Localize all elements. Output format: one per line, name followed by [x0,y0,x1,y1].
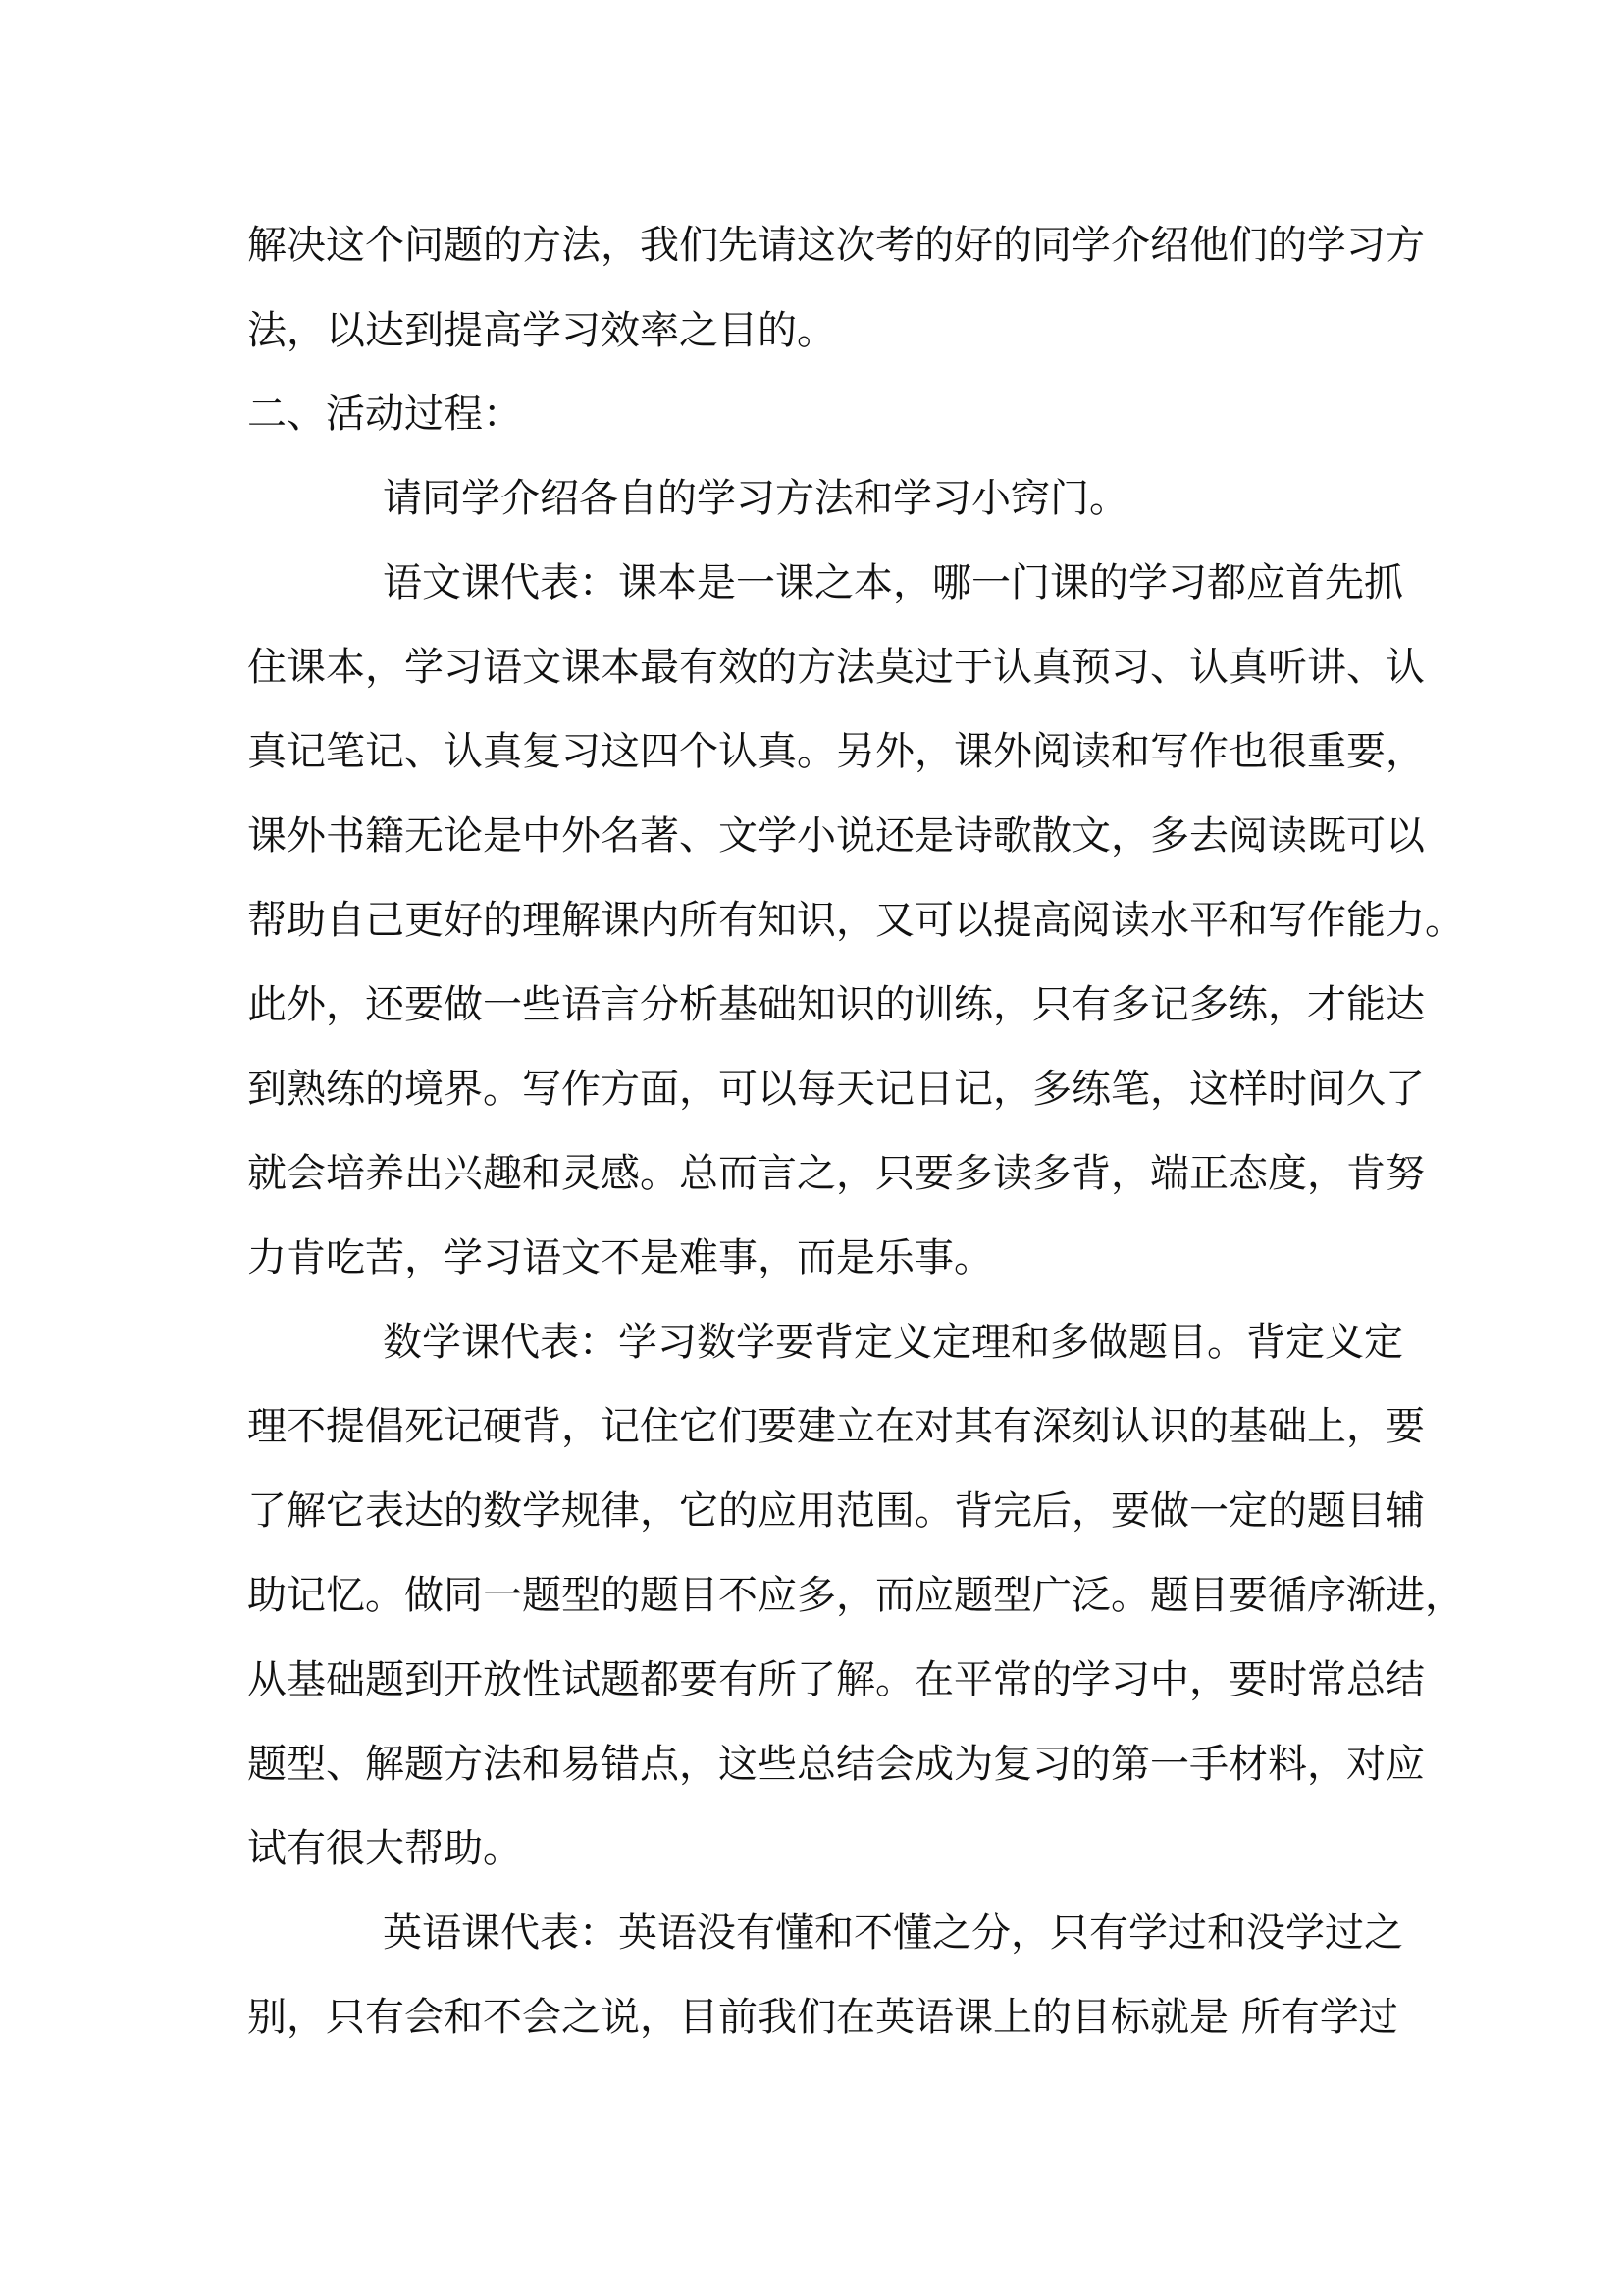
text-line: 别，只有会和不会之说，目前我们在英语课上的目标就是 所有学过 [247,1995,1398,2040]
text-line: 住课本，学习语文课本最有效的方法莫过于认真预习、认真听讲、认 [247,645,1425,690]
text-line: 此外，还要做一些语言分析基础知识的训练，只有多记多练，才能达 [247,982,1425,1027]
text-line: 题型、解题方法和易错点，这些总结会成为复习的第一手材料，对应 [247,1742,1425,1787]
text-line: 试有很大帮助。 [247,1826,522,1871]
text-line: 法，以达到提高学习效率之目的。 [247,308,836,353]
text-line: 力肯吃苦，学习语文不是难事，而是乐事。 [247,1235,993,1280]
text-line: 了解它表达的数学规律，它的应用范围。背完后，要做一定的题目辅 [247,1488,1425,1534]
text-line: 数学课代表：学习数学要背定义定理和多做题目。背定义定 [383,1320,1403,1365]
text-line: 帮助自己更好的理解课内所有知识，又可以提高阅读水平和写作能力。 [247,898,1464,943]
text-line: 就会培养出兴趣和灵感。总而言之，只要多读多背，端正态度，肯努 [247,1151,1425,1196]
section-heading: 二、活动过程： [247,391,522,437]
text-line: 理不提倡死记硬背，记住它们要建立在对其有深刻认识的基础上，要 [247,1404,1425,1449]
text-line: 请同学介绍各自的学习方法和学习小窍门。 [383,476,1128,521]
text-line: 助记忆。做同一题型的题目不应多，而应题型广泛。题目要循序渐进， [247,1573,1464,1618]
text-line: 真记笔记、认真复习这四个认真。另外，课外阅读和写作也很重要， [247,729,1425,774]
text-line: 语文课代表：课本是一课之本，哪一门课的学习都应首先抓 [383,560,1403,605]
text-line: 解决这个问题的方法，我们先请这次考的好的同学介绍他们的学习方 [247,223,1425,268]
text-line: 英语课代表：英语没有懂和不懂之分，只有学过和没学过之 [383,1910,1403,1956]
text-line: 从基础题到开放性试题都要有所了解。在平常的学习中，要时常总结 [247,1657,1425,1702]
text-line: 到熟练的境界。写作方面，可以每天记日记，多练笔，这样时间久了 [247,1067,1425,1112]
text-line: 课外书籍无论是中外名著、文学小说还是诗歌散文，多去阅读既可以 [247,813,1425,859]
